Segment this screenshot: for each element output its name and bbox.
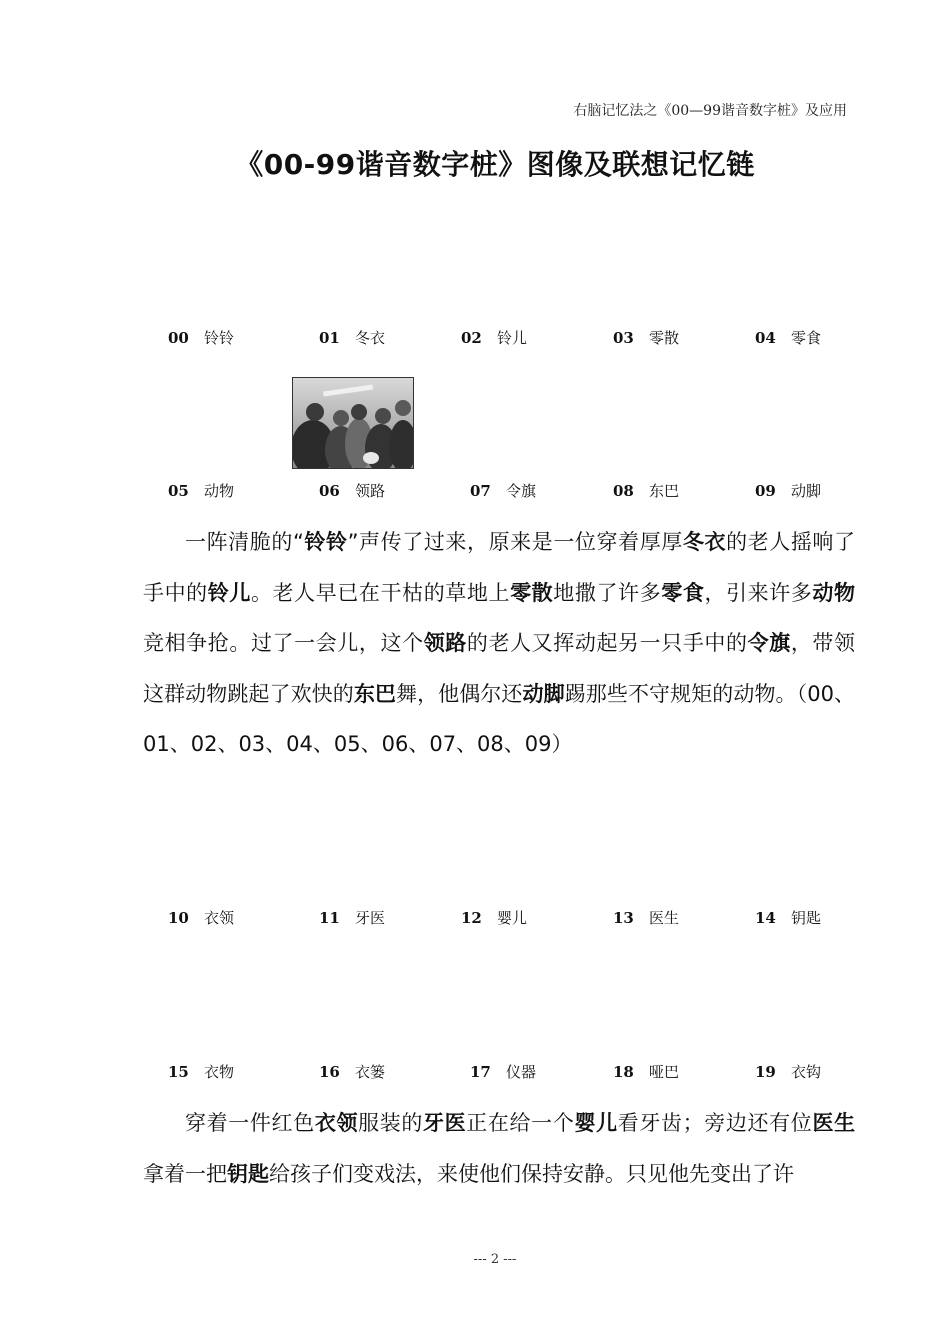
peg-number: 01 [319,329,340,347]
peg-number: 11 [319,909,340,927]
keyword-text: 铃儿 [207,580,251,605]
peg-number: 17 [470,1063,491,1081]
page-number: --- 2 --- [473,1252,517,1267]
peg-item [168,327,234,348]
peg-word: 衣篓 [355,1063,386,1081]
peg-word: 领路 [355,482,386,500]
keyword-text: 令旗 [747,631,791,655]
peg-number: 14 [755,909,776,927]
story-text: 踢那些不守规矩的动物。（00、01、02、03、04、05、06、07、08、09） [143,681,856,756]
keyword-text: 领路 [423,631,467,655]
peg-number: 06 [319,482,340,500]
peg-word: 婴儿 [497,909,528,927]
peg-number: 15 [168,1063,189,1081]
peg-word: 铃儿 [497,329,528,347]
peg-item [461,907,527,928]
keyword-text: 铃铃 [303,530,348,554]
peg-word: 仪器 [506,1063,537,1081]
peg-item [613,480,679,501]
peg-word: 牙医 [355,909,386,927]
peg-item [319,907,385,928]
peg-number: 16 [319,1063,340,1081]
peg-item [613,907,679,928]
peg-word: 衣物 [204,1063,235,1081]
peg-row-00-04 [168,327,868,349]
peg-item [319,1061,385,1082]
story-text: 给孩子们变戏法，来使他们保持安静。只见他先变出了许 [269,1161,794,1186]
peg-number: 18 [613,1063,634,1081]
crowd-photo [292,377,414,469]
peg-number: 08 [613,482,634,500]
peg-word: 动物 [204,482,235,500]
peg-row-05-09 [168,480,868,502]
peg-number: 07 [470,482,491,500]
peg-number: 10 [168,909,189,927]
story-text: 正在给一个 [466,1111,575,1135]
peg-item [613,1061,679,1082]
story-text: 的老人摇响了手中的 [143,530,856,605]
keyword-text: 衣领 [314,1111,359,1135]
peg-item [755,327,821,348]
peg-word: 动脚 [791,482,822,500]
peg-item [755,907,821,928]
peg-item [461,327,527,348]
peg-item [755,480,821,501]
peg-number: 03 [613,329,634,347]
story-paragraph-1 [143,517,855,770]
story-text: 拿着一把 [143,1161,227,1186]
story-paragraph-2 [143,1098,855,1199]
story-text: 地撒了许多 [553,580,662,605]
story-text: ”声传了过来，原来是一位穿着厚厚 [347,530,683,554]
peg-word: 衣钩 [791,1063,822,1081]
peg-item [168,1061,234,1082]
story-text: ，带领这群动物跳起了欢快的 [143,631,855,706]
peg-number: 13 [613,909,634,927]
keyword-text: 动物 [812,580,855,605]
peg-row-10-14 [168,907,868,929]
keyword-text: 牙医 [423,1111,467,1135]
peg-number: 12 [461,909,482,927]
peg-item [470,480,536,501]
peg-word: 冬衣 [355,329,386,347]
peg-number: 09 [755,482,776,500]
peg-item [168,480,234,501]
keyword-text: 零食 [661,580,705,605]
keyword-text: 婴儿 [574,1111,618,1135]
peg-item [470,1061,536,1082]
peg-word: 衣领 [204,909,235,927]
peg-word: 钥匙 [791,909,822,927]
story-text: 舞，他偶尔还 [396,681,523,706]
keyword-text: 东巴 [353,681,397,706]
keyword-text: 零散 [510,580,554,605]
document-header: 右脑记忆法之《00—99谐音数字桩》及应用 [573,103,847,119]
peg-number: 02 [461,329,482,347]
keyword-text: 动脚 [522,681,565,706]
peg-item [319,327,385,348]
page-title: 《00-99谐音数字桩》图像及联想记忆链 [235,148,755,181]
peg-item [755,1061,821,1082]
peg-word: 东巴 [649,482,680,500]
peg-word: 哑巴 [649,1063,680,1081]
keyword-text: 钥匙 [227,1161,269,1186]
story-text: 。老人早已在干枯的草地上 [250,580,511,605]
story-text: 看牙齿；旁边还有位 [617,1111,813,1135]
story-text: 的老人又挥动起另一只手中的 [466,631,748,655]
peg-word: 医生 [649,909,680,927]
peg-item [319,480,385,501]
peg-word: 令旗 [506,482,537,500]
peg-word: 零散 [649,329,680,347]
peg-row-15-19 [168,1061,868,1083]
peg-number: 04 [755,329,776,347]
peg-word: 铃铃 [204,329,235,347]
peg-number: 05 [168,482,189,500]
keyword-text: 冬衣 [682,530,727,554]
peg-item [168,907,234,928]
peg-word: 零食 [791,329,822,347]
story-text: 竞相争抢。过了一会儿，这个 [143,631,424,655]
crowd-photo-illustration [293,378,413,468]
story-text: 服装的 [358,1111,423,1135]
keyword-text: 医生 [812,1111,856,1135]
story-text: 穿着一件红色 [185,1111,315,1135]
story-text: 一阵清脆的“ [185,530,304,554]
peg-item [613,327,679,348]
peg-number: 00 [168,329,189,347]
story-text: ，引来许多 [704,580,813,605]
peg-number: 19 [755,1063,776,1081]
